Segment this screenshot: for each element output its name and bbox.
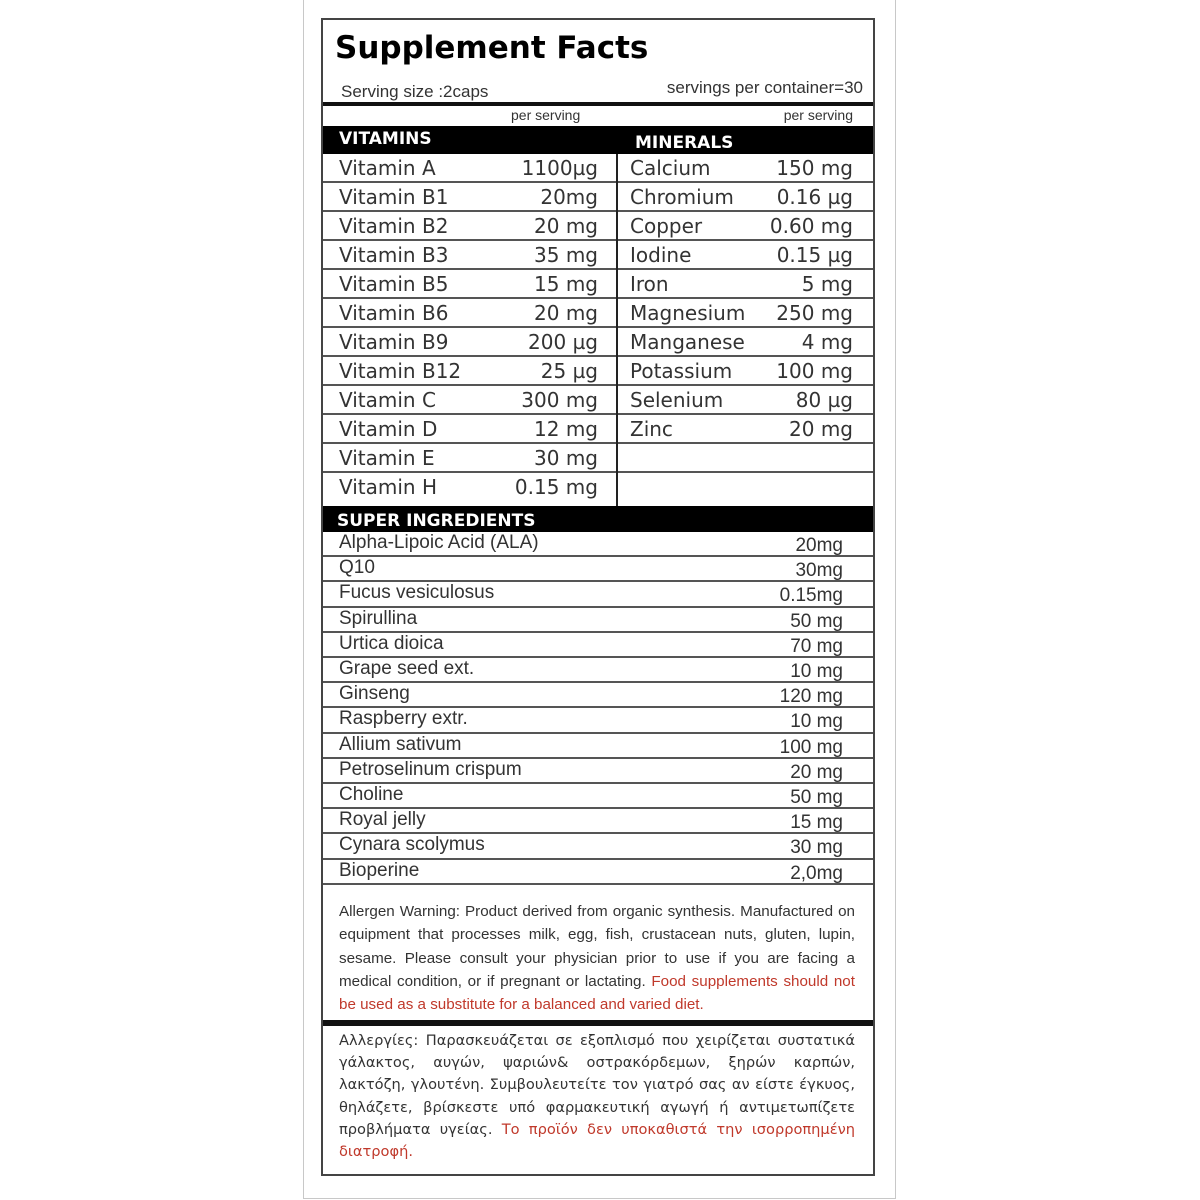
- language-divider: [323, 1020, 873, 1026]
- mineral-name: Iodine: [630, 243, 692, 267]
- ingredient-row: [323, 683, 873, 708]
- mineral-row-empty: [618, 473, 873, 502]
- vitamin-name: Vitamin B3: [339, 243, 449, 267]
- vitamin-amount: 15 mg: [534, 272, 598, 296]
- vitamin-row: [323, 212, 616, 241]
- mineral-row: [618, 241, 873, 270]
- ingredient-name: Royal jelly: [339, 809, 426, 831]
- mineral-row-empty: [618, 444, 873, 473]
- ingredient-name: Cynara scolymus: [339, 834, 485, 856]
- ingredient-name: Urtica dioica: [339, 632, 444, 654]
- ingredient-row: [323, 658, 873, 683]
- vitamin-amount: 300 mg: [521, 388, 598, 412]
- ingredient-amount: 10 mg: [790, 711, 843, 733]
- ingredient-amount: 50 mg: [790, 787, 843, 808]
- per-serving-vitamins: per serving: [511, 107, 581, 123]
- mineral-name: Magnesium: [630, 301, 746, 325]
- vitamin-row: [323, 328, 616, 357]
- vitamin-row: [323, 386, 616, 415]
- mineral-row: [618, 270, 873, 299]
- ingredient-row: [323, 582, 873, 607]
- vitamin-name: Vitamin D: [339, 417, 438, 441]
- ingredient-amount: 20mg: [795, 535, 843, 556]
- ingredient-row: [323, 834, 873, 859]
- mineral-amount: 100 mg: [776, 359, 853, 383]
- ingredient-name: Raspberry extr.: [339, 708, 468, 730]
- vitamin-amount: 12 mg: [534, 417, 598, 441]
- vitamin-amount: 20 mg: [534, 214, 598, 238]
- vitamin-amount: 20mg: [540, 185, 598, 209]
- mineral-amount: 150 mg: [776, 156, 853, 180]
- mineral-amount: 4 mg: [801, 330, 853, 354]
- vitamin-name: Vitamin B6: [339, 301, 449, 325]
- servings-per-container: servings per container=30: [666, 78, 863, 97]
- vitamin-row: [323, 299, 616, 328]
- vitamin-name: Vitamin B5: [339, 272, 449, 296]
- ingredient-amount: 15 mg: [790, 812, 843, 834]
- ingredient-amount: 50 mg: [790, 610, 843, 632]
- super-ingredients-heading: SUPER INGREDIENTS: [337, 511, 536, 531]
- mineral-row: [618, 328, 873, 357]
- vitamin-amount: 200 µg: [528, 330, 598, 354]
- mineral-row: [618, 415, 873, 444]
- vitamin-row: [323, 444, 616, 473]
- mineral-row: [618, 183, 873, 212]
- vitamin-row: [323, 154, 616, 183]
- vitamin-name: Vitamin B1: [339, 185, 449, 209]
- mineral-amount: 0.60 mg: [769, 214, 853, 238]
- ingredient-amount: 70 mg: [790, 635, 843, 657]
- vitamin-row: [323, 183, 616, 212]
- vitamin-name: Vitamin C: [339, 388, 436, 412]
- mineral-name: Potassium: [630, 359, 733, 383]
- mineral-row: [618, 154, 873, 183]
- vitamins-minerals-header-bar: [323, 126, 873, 154]
- mineral-amount: 0.15 µg: [776, 243, 853, 267]
- mineral-name: Copper: [630, 214, 703, 238]
- vitamin-row: [323, 357, 616, 386]
- vitamin-name: Vitamin A: [339, 156, 436, 180]
- ingredient-row: [323, 784, 873, 809]
- mineral-name: Manganese: [630, 330, 745, 354]
- ingredient-row: [323, 708, 873, 733]
- mineral-amount: 250 mg: [776, 301, 853, 325]
- vitamin-amount: 1100µg: [521, 156, 598, 180]
- vitamins-table: [323, 154, 616, 506]
- ingredient-name: Q10: [339, 557, 375, 579]
- ingredient-amount: 10 mg: [790, 661, 843, 682]
- mineral-row: [618, 357, 873, 386]
- vitamin-row: [323, 270, 616, 299]
- ingredient-row: [323, 608, 873, 633]
- vitamin-name: Vitamin B9: [339, 330, 449, 354]
- vitamin-amount: 0.15 mg: [514, 475, 598, 499]
- ingredient-row: [323, 633, 873, 658]
- allergen-warning-greek-text: Αλλεργίες: Παρασκευάζεται σε εξοπλισμό που χειρίζεται συστατικά γάλακτος, αυγών, ψαριών& οστρακόρδεμων, ξηρών καρπών, λακτόζη, γλουτένη. Συμβουλευτείτε τον γιατρό σας αν είστε έγκυος, θηλάζετε, βρίσκεστε υπό φαρμακευτική αγωγή ή αντιμετωπίζετε προβλήματα υγείας.: [339, 1032, 855, 1138]
- substitute-diet-notice-greek: Το προϊόν δεν υποκαθιστά την ισορροπημένη διατροφή.: [339, 1120, 856, 1161]
- minerals-table: [618, 154, 873, 506]
- vitamin-amount: 25 µg: [540, 359, 598, 383]
- per-serving-minerals: per serving: [783, 107, 853, 123]
- super-ingredients-header-bar: [323, 506, 873, 532]
- mineral-name: Iron: [630, 272, 669, 296]
- mineral-name: Chromium: [630, 185, 734, 209]
- ingredient-amount: 120 mg: [779, 686, 843, 708]
- ingredient-name: Fucus vesiculosus: [339, 582, 495, 604]
- ingredient-row: [323, 557, 873, 582]
- ingredient-row: [323, 734, 873, 759]
- allergen-warning-text: Allergen Warning: Product derived from organic synthesis. Manufactured on equipment that processes milk, egg, fish, crustacean nuts, gluten, lupin, sesame. Please consult your physician prior to use if you are facing a medical condition, or if pregnant or lactating.: [339, 903, 855, 990]
- vitamin-name: Vitamin H: [339, 475, 438, 499]
- ingredient-amount: 30 mg: [790, 837, 843, 859]
- ingredient-amount: 0.15mg: [779, 585, 843, 607]
- supplement-facts-label: [321, 18, 875, 1176]
- super-ingredients-table: [323, 532, 873, 888]
- ingredient-row: [323, 532, 873, 557]
- vitamin-name: Vitamin B12: [339, 359, 462, 383]
- substitute-diet-notice: Food supplements should not be used as a substitute for a balanced and varied diet.: [339, 972, 855, 1014]
- vitamin-row: [323, 473, 616, 502]
- mineral-amount: 20 mg: [789, 417, 853, 441]
- ingredient-name: Ginseng: [339, 683, 410, 705]
- mineral-amount: 80 µg: [795, 388, 853, 412]
- mineral-name: Selenium: [630, 388, 724, 412]
- mineral-amount: 0.16 µg: [776, 185, 853, 209]
- label-title: Supplement Facts: [335, 30, 649, 66]
- ingredient-amount: 30mg: [795, 560, 843, 582]
- ingredient-row: [323, 759, 873, 784]
- vitamin-name: Vitamin E: [339, 446, 435, 470]
- serving-size: Serving size :2caps: [341, 82, 489, 101]
- ingredient-name: Alpha-Lipoic Acid (ALA): [339, 532, 539, 553]
- ingredient-amount: 20 mg: [790, 761, 843, 783]
- ingredient-name: Allium sativum: [339, 733, 462, 755]
- mineral-row: [618, 299, 873, 328]
- vitamin-name: Vitamin B2: [339, 214, 449, 238]
- mineral-row: [618, 386, 873, 415]
- vitamin-amount: 30 mg: [534, 446, 598, 470]
- vitamins-heading: VITAMINS: [339, 129, 432, 149]
- vitamin-amount: 35 mg: [534, 243, 598, 267]
- ingredient-amount: 100 mg: [779, 736, 843, 758]
- vitamin-row: [323, 415, 616, 444]
- allergen-warning-greek: [339, 1030, 855, 1163]
- ingredient-name: Spirullina: [339, 607, 418, 629]
- ingredient-name: Bioperine: [339, 859, 420, 881]
- allergen-warning-english: [339, 900, 855, 1016]
- vitamin-row: [323, 241, 616, 270]
- ingredient-name: Petroselinum crispum: [339, 758, 522, 780]
- vitamin-amount: 20 mg: [534, 301, 598, 325]
- ingredient-amount: 2,0mg: [790, 862, 843, 884]
- ingredient-row: [323, 860, 873, 885]
- mineral-amount: 5 mg: [801, 272, 853, 296]
- mineral-name: Calcium: [630, 156, 711, 180]
- minerals-heading: MINERALS: [635, 133, 734, 153]
- ingredient-row: [323, 809, 873, 834]
- ingredient-name: Choline: [339, 784, 404, 805]
- mineral-row: [618, 212, 873, 241]
- mineral-name: Zinc: [630, 417, 673, 441]
- header-divider: [323, 102, 873, 106]
- ingredient-name: Grape seed ext.: [339, 658, 475, 679]
